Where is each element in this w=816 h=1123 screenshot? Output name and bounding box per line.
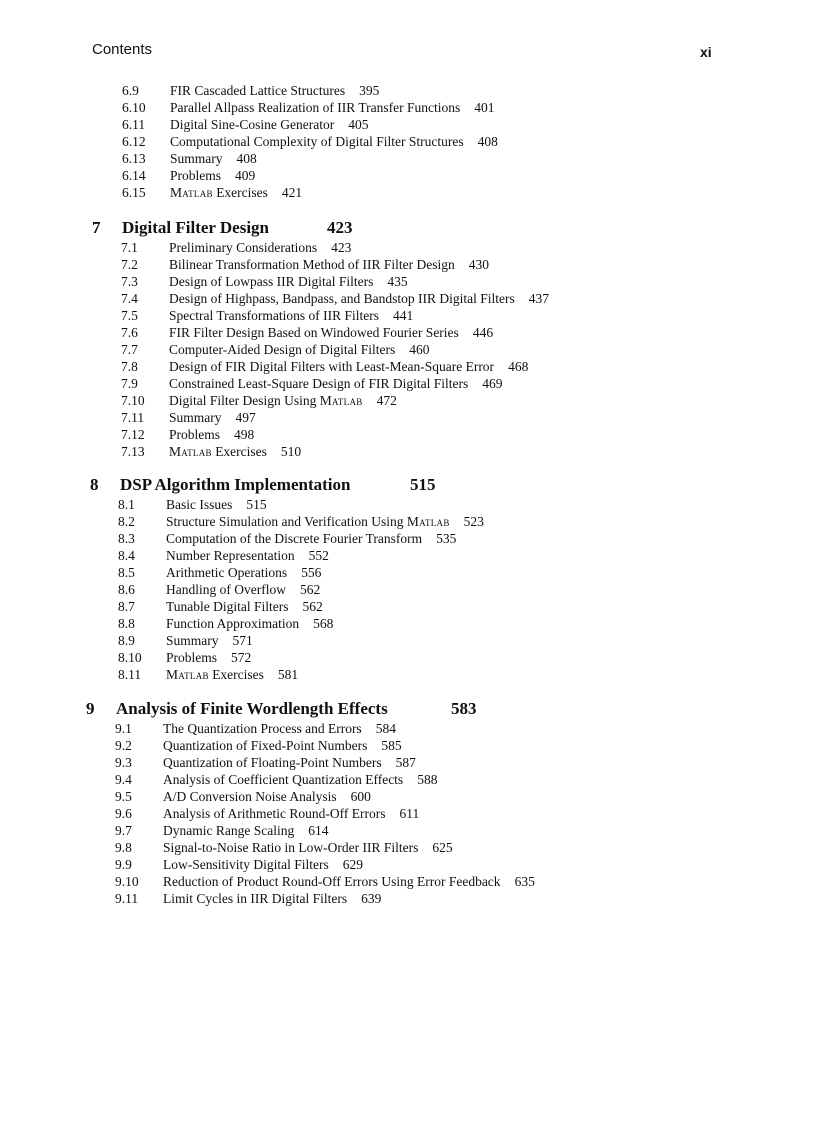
section-page-number: 515 xyxy=(246,497,267,512)
section-number: 8.1 xyxy=(118,497,135,512)
chapter-page-number: 515 xyxy=(410,475,436,494)
section-title xyxy=(166,667,298,683)
section-title-text: Computation of the Discrete Fourier Transform xyxy=(166,531,423,546)
section-title-text: Parallel Allpass Realization of IIR Transfer Functions xyxy=(170,100,461,115)
section-page-number: 469 xyxy=(482,376,503,391)
section-title-text: Tunable Digital Filters xyxy=(166,599,289,614)
chapter-page-number: 583 xyxy=(451,699,477,718)
section-title-text: Design of FIR Digital Filters with Least-Mean-Square Error xyxy=(169,359,495,374)
section-title-text: Quantization of Fixed-Point Numbers xyxy=(163,738,368,753)
section-number: 8.11 xyxy=(118,667,142,682)
section-title xyxy=(169,257,489,273)
section-title xyxy=(169,427,254,443)
section-title xyxy=(166,497,267,513)
section-page-number: 437 xyxy=(528,291,549,306)
section-title-text: Design of Lowpass IIR Digital Filters xyxy=(169,274,374,289)
section-title xyxy=(166,633,253,649)
section-number: 9.8 xyxy=(115,840,132,855)
section-title xyxy=(166,650,251,666)
section-number: 7.11 xyxy=(121,410,145,425)
section-page-number: 441 xyxy=(392,308,414,323)
section-page-number: 430 xyxy=(468,257,489,272)
section-title-text: Exercises xyxy=(216,185,268,200)
section-number: 7.6 xyxy=(121,325,138,340)
section-title-text: Bilinear Transformation Method of IIR Filter Design xyxy=(169,257,455,272)
section-title xyxy=(169,444,301,460)
section-title xyxy=(166,582,320,598)
section-title xyxy=(163,840,453,856)
section-number: 8.8 xyxy=(118,616,135,631)
section-number: 8.6 xyxy=(118,582,135,597)
matlab-wordmark: Matlab xyxy=(169,444,212,459)
section-title xyxy=(170,168,255,184)
section-title-text: Handling of Overflow xyxy=(166,582,286,597)
section-number: 7.9 xyxy=(121,376,138,391)
section-page-number: 421 xyxy=(281,185,303,200)
section-title-text: Spectral Transformations of IIR Filters xyxy=(169,308,379,323)
section-number: 7.1 xyxy=(121,240,138,255)
section-title-text: Preliminary Considerations xyxy=(169,240,318,255)
section-page-number: 572 xyxy=(231,650,252,665)
section-title-text: Problems xyxy=(166,650,218,665)
section-title xyxy=(169,240,351,256)
section-title xyxy=(163,738,402,754)
section-page-number: 472 xyxy=(376,393,397,408)
section-number: 7.3 xyxy=(121,274,138,289)
section-page-number: 585 xyxy=(381,738,402,753)
chapter-title: DSP Algorithm Implementation xyxy=(120,475,351,494)
section-title xyxy=(169,359,528,375)
section-title-text: FIR Filter Design Based on Windowed Fourier Series xyxy=(169,325,459,340)
section-title xyxy=(163,772,437,788)
section-page-number: 460 xyxy=(409,342,430,357)
section-number: 7.12 xyxy=(121,427,145,442)
chapter-number: 8 xyxy=(90,475,99,494)
section-number: 7.5 xyxy=(121,308,138,323)
section-title-text: Low-Sensitivity Digital Filters xyxy=(163,857,329,872)
section-title-text: Limit Cycles in IIR Digital Filters xyxy=(163,891,348,906)
section-title-text: Arithmetic Operations xyxy=(166,565,288,580)
section-title xyxy=(170,185,302,201)
section-page-number: 625 xyxy=(432,840,453,855)
section-title xyxy=(163,891,381,907)
section-title xyxy=(170,151,257,167)
section-title xyxy=(170,83,379,99)
section-page-number: 435 xyxy=(387,274,408,289)
section-title-text: Constrained Least-Square Design of FIR Digital Filters xyxy=(169,376,469,391)
section-page-number: 409 xyxy=(235,168,256,183)
section-page-number: 562 xyxy=(302,599,323,614)
section-title xyxy=(163,789,371,805)
section-page-number: 635 xyxy=(514,874,535,889)
section-title-text: Problems xyxy=(170,168,222,183)
section-title xyxy=(169,325,493,341)
section-title-text: Reduction of Product Round-Off Errors Using Error Feedback xyxy=(163,874,501,889)
section-page-number: 523 xyxy=(463,514,484,529)
section-number: 8.2 xyxy=(118,514,135,529)
section-title xyxy=(166,565,321,581)
section-title-text: Function Approximation xyxy=(166,616,300,631)
section-title xyxy=(170,117,368,133)
section-title-text: Number Representation xyxy=(166,548,295,563)
section-title xyxy=(163,823,328,839)
section-page-number: 562 xyxy=(299,582,321,597)
section-page-number: 510 xyxy=(280,444,302,459)
section-number: 9.9 xyxy=(115,857,132,872)
section-number: 9.10 xyxy=(115,874,139,889)
section-page-number: 395 xyxy=(359,83,380,98)
section-title xyxy=(169,291,549,307)
matlab-wordmark: Matlab xyxy=(166,667,209,682)
section-title xyxy=(163,755,416,771)
section-title-text: Structure Simulation and Verification Using xyxy=(166,514,404,529)
section-page-number: 535 xyxy=(436,531,457,546)
section-page-number: 401 xyxy=(474,100,495,115)
section-page-number: 614 xyxy=(308,823,329,838)
section-page-number: 497 xyxy=(235,410,256,425)
chapter-page-number: 423 xyxy=(327,218,353,237)
section-title-text: Basic Issues xyxy=(166,497,233,512)
section-title xyxy=(169,342,429,358)
section-title xyxy=(166,616,333,632)
section-number: 9.7 xyxy=(115,823,132,838)
section-number: 7.10 xyxy=(121,393,145,408)
section-title-text: Exercises xyxy=(212,667,264,682)
section-title-text: Exercises xyxy=(215,444,267,459)
section-page-number: 611 xyxy=(399,806,420,821)
section-number: 8.4 xyxy=(118,548,135,563)
section-number: 7.13 xyxy=(121,444,145,459)
section-page-number: 498 xyxy=(234,427,255,442)
section-number: 6.11 xyxy=(122,117,146,132)
section-page-number: 468 xyxy=(508,359,529,374)
section-number: 8.5 xyxy=(118,565,135,580)
section-number: 8.7 xyxy=(118,599,135,614)
section-page-number: 408 xyxy=(236,151,257,166)
section-page-number: 588 xyxy=(417,772,438,787)
section-title xyxy=(170,100,494,116)
section-title-text: A/D Conversion Noise Analysis xyxy=(163,789,337,804)
matlab-wordmark: Matlab xyxy=(170,185,213,200)
section-page-number: 446 xyxy=(472,325,494,340)
section-number: 7.8 xyxy=(121,359,138,374)
section-title xyxy=(163,874,535,890)
section-title xyxy=(169,393,397,409)
section-title xyxy=(170,134,498,150)
section-title xyxy=(166,531,456,547)
section-page-number: 639 xyxy=(361,891,382,906)
section-number: 7.4 xyxy=(121,291,138,306)
section-number: 9.2 xyxy=(115,738,132,753)
section-title-text: Quantization of Floating-Point Numbers xyxy=(163,755,382,770)
chapter-number: 7 xyxy=(92,218,101,237)
section-title-text: Problems xyxy=(169,427,221,442)
section-title xyxy=(163,806,419,822)
chapter-title: Analysis of Finite Wordlength Effects xyxy=(116,699,388,718)
matlab-wordmark: Matlab xyxy=(319,393,363,408)
section-page-number: 629 xyxy=(342,857,363,872)
section-title xyxy=(166,548,329,564)
section-title xyxy=(169,308,413,324)
section-number: 6.14 xyxy=(122,168,146,183)
section-title-text: Signal-to-Noise Ratio in Low-Order IIR Filters xyxy=(163,840,419,855)
section-title xyxy=(169,410,256,426)
section-number: 9.3 xyxy=(115,755,132,770)
section-title-text: Summary xyxy=(166,633,219,648)
section-page-number: 571 xyxy=(232,633,253,648)
matlab-wordmark: Matlab xyxy=(406,514,450,529)
section-number: 7.7 xyxy=(121,342,138,357)
section-title-text: Digital Filter Design Using xyxy=(169,393,317,408)
section-number: 8.3 xyxy=(118,531,135,546)
section-page-number: 423 xyxy=(331,240,352,255)
section-title-text: Dynamic Range Scaling xyxy=(163,823,295,838)
section-page-number: 405 xyxy=(348,117,369,132)
section-number: 9.6 xyxy=(115,806,132,821)
section-title xyxy=(166,514,484,530)
section-number: 9.5 xyxy=(115,789,132,804)
section-title-text: Design of Highpass, Bandpass, and Bandstop IIR Digital Filters xyxy=(169,291,515,306)
page-numeral: xi xyxy=(700,44,712,60)
section-page-number: 600 xyxy=(350,789,371,804)
section-title xyxy=(169,274,408,290)
section-number: 9.1 xyxy=(115,721,132,736)
section-title-text: Analysis of Coefficient Quantization Effects xyxy=(163,772,404,787)
section-page-number: 584 xyxy=(375,721,396,736)
section-number: 9.11 xyxy=(115,891,139,906)
section-page-number: 581 xyxy=(277,667,299,682)
section-number: 6.13 xyxy=(122,151,146,166)
section-title-text: The Quantization Process and Errors xyxy=(163,721,362,736)
section-page-number: 587 xyxy=(395,755,416,770)
section-number: 8.10 xyxy=(118,650,142,665)
section-title xyxy=(163,721,396,737)
section-title-text: Summary xyxy=(169,410,222,425)
section-number: 8.9 xyxy=(118,633,135,648)
section-number: 7.2 xyxy=(121,257,138,272)
chapter-title: Digital Filter Design xyxy=(122,218,269,237)
section-title xyxy=(169,376,502,392)
section-page-number: 556 xyxy=(301,565,322,580)
section-title xyxy=(163,857,363,873)
section-title-text: Digital Sine-Cosine Generator xyxy=(170,117,335,132)
section-page-number: 568 xyxy=(313,616,334,631)
section-number: 9.4 xyxy=(115,772,132,787)
section-title-text: Computer-Aided Design of Digital Filters xyxy=(169,342,396,357)
chapter-number: 9 xyxy=(86,699,95,718)
section-page-number: 408 xyxy=(477,134,498,149)
section-number: 6.12 xyxy=(122,134,146,149)
section-number: 6.9 xyxy=(122,83,139,98)
section-title-text: Analysis of Arithmetic Round-Off Errors xyxy=(163,806,386,821)
section-number: 6.15 xyxy=(122,185,146,200)
section-number: 6.10 xyxy=(122,100,146,115)
section-title xyxy=(166,599,323,615)
section-page-number: 552 xyxy=(308,548,329,563)
running-header-title: Contents xyxy=(92,41,153,58)
section-title-text: Summary xyxy=(170,151,223,166)
section-title-text: Computational Complexity of Digital Filter Structures xyxy=(170,134,464,149)
section-title-text: FIR Cascaded Lattice Structures xyxy=(170,83,346,98)
